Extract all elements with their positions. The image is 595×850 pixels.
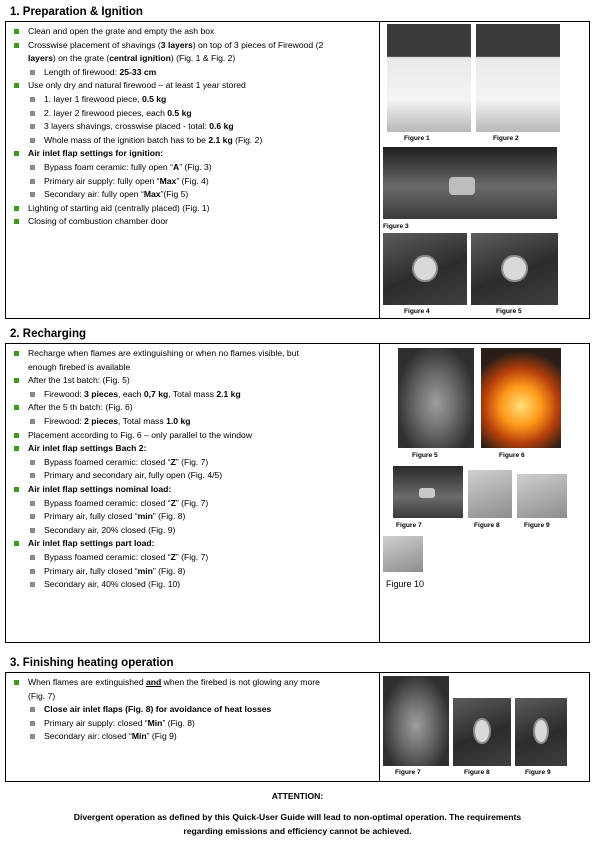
- list-item: (Fig. 7): [28, 690, 56, 701]
- list-item: Bypass foamed ceramic: closed “Z” (Fig. 7): [12, 497, 375, 511]
- list-item: Close air inlet flaps (Fig. 8) for avoidance of heat losses: [12, 703, 375, 717]
- attention-line-2: regarding emissions and efficiency cannot be achieved.: [183, 826, 412, 836]
- list-item: Bypass foamed ceramic: closed “Z” (Fig. 7): [12, 551, 375, 565]
- figure-1-caption: Figure 1: [404, 135, 430, 142]
- figure-4-caption: Figure 4: [404, 308, 430, 315]
- figure-3-image: [383, 147, 557, 219]
- list-item: Bypass foam ceramic: fully open “A” (Fig. 3): [12, 161, 375, 175]
- figure-8b-caption: Figure 8: [464, 769, 490, 776]
- figure-5-caption: Figure 5: [496, 308, 522, 315]
- figure-8-image: [468, 470, 512, 518]
- figure-1-image: [387, 24, 471, 132]
- list-item: Firewood: 2 pieces, Total mass 1.0 kg: [12, 415, 375, 429]
- attention-title: ATTENTION:: [271, 791, 324, 801]
- list-item: Primary air, fully closed “min” (Fig. 8): [12, 565, 375, 579]
- section-1-title: 1. Preparation & Ignition: [10, 6, 143, 18]
- section-2-list: [6, 344, 379, 592]
- list-item: Air inlet flap settings for ignition:: [12, 147, 375, 161]
- section-3-list: [6, 673, 379, 744]
- section-3-title: 3. Finishing heating operation: [10, 657, 174, 669]
- list-item: Secondary air, 40% closed (Fig. 10): [12, 578, 375, 592]
- list-item: Firewood: 3 pieces, each 0,7 kg, Total mass 2.1 kg: [12, 388, 375, 402]
- figure-7-image: [393, 466, 463, 518]
- list-item: Primary air, fully closed “min” (Fig. 8): [12, 510, 375, 524]
- section-1-box: [5, 21, 590, 319]
- list-item: Recharge when flames are extinguishing or when no flames visible, but: [12, 347, 375, 361]
- figure-10-image: [383, 536, 423, 572]
- section-2-title: 2. Recharging: [10, 328, 87, 340]
- list-item: Secondary air: closed “Min” (Fig 9): [12, 730, 375, 744]
- list-item: Primary air supply: fully open “Max” (Fig. 4): [12, 175, 375, 189]
- list-item: Placement according to Fig. 6 – only parallel to the window: [12, 429, 375, 443]
- figure-9b-caption: Figure 9: [525, 769, 551, 776]
- figure-7b-image: [383, 676, 449, 766]
- figure-5-image: [471, 233, 558, 305]
- list-item: Air inlet flap settings nominal load:: [12, 483, 375, 497]
- list-item: 2. layer 2 firewood pieces, each 0.5 kg: [12, 107, 375, 121]
- list-item: Closing of combustion chamber door: [12, 215, 375, 229]
- figure-9-caption: Figure 9: [524, 522, 550, 529]
- figure-10-caption: Figure 10: [386, 579, 425, 589]
- list-item: Air inlet flap settings part load:: [12, 537, 375, 551]
- figure-8b-image: [453, 698, 511, 766]
- figure-8-caption: Figure 8: [474, 522, 500, 529]
- list-item: Crosswise placement of shavings (3 layers) on top of 3 pieces of Firewood (2: [12, 39, 375, 53]
- figure-9b-image: [515, 698, 567, 766]
- figure-2-caption: Figure 2: [493, 135, 519, 142]
- list-item: Clean and open the grate and empty the ash box: [12, 25, 375, 39]
- list-item: 3 layers shavings, crosswise placed - total: 0.6 kg: [12, 120, 375, 134]
- list-item: When flames are extinguished and when the firebed is not glowing any more: [12, 676, 375, 690]
- list-item: Bypass foamed ceramic: closed “Z” (Fig. 7): [12, 456, 375, 470]
- section-1-list: [6, 22, 379, 229]
- list-item: Secondary air, 20% closed (Fig. 9): [12, 524, 375, 538]
- figure-5b-image: [398, 348, 474, 448]
- list-item: Lighting of starting aid (centrally placed) (Fig. 1): [12, 202, 375, 216]
- list-item: layers) on the grate (central ignition) (Fig. 1 & Fig. 2): [28, 53, 236, 64]
- list-item: Whole mass of the ignition batch has to be 2.1 kg (Fig. 2): [12, 134, 375, 148]
- list-item: Use only dry and natural firewood – at least 1 year stored: [12, 79, 375, 93]
- list-item: 1. layer 1 firewood piece, 0.5 kg: [12, 93, 375, 107]
- list-item: Length of firewood: 25-33 cm: [12, 66, 375, 80]
- list-item: Primary air supply: closed “Min” (Fig. 8): [12, 717, 375, 731]
- list-item: Primary and secondary air, fully open (Fig. 4/5): [12, 469, 375, 483]
- attention-line-1: Divergent operation as defined by this Quick-User Guide will lead to non-optimal operation. The requirements: [73, 812, 522, 822]
- list-item: Secondary air: fully open “Max”(Fig 5): [12, 188, 375, 202]
- figure-4-image: [383, 233, 467, 305]
- figure-9-image: [517, 474, 567, 518]
- figure-7b-caption: Figure 7: [395, 769, 421, 776]
- list-item: After the 1st batch: (Fig. 5): [12, 374, 375, 388]
- section-3-box: [5, 672, 590, 782]
- figure-5b-caption: Figure 5: [412, 452, 438, 459]
- figure-6-image: [481, 348, 561, 448]
- figure-6-caption: Figure 6: [499, 452, 525, 459]
- figure-2-image: [476, 24, 560, 132]
- list-item: enough firebed is available: [28, 361, 131, 372]
- figure-3-caption: Figure 3: [383, 223, 409, 230]
- list-item: After the 5 th batch: (Fig. 6): [12, 401, 375, 415]
- figure-7-caption: Figure 7: [396, 522, 422, 529]
- section-2-box: [5, 343, 590, 643]
- list-item: Air inlet flap settings Bach 2:: [12, 442, 375, 456]
